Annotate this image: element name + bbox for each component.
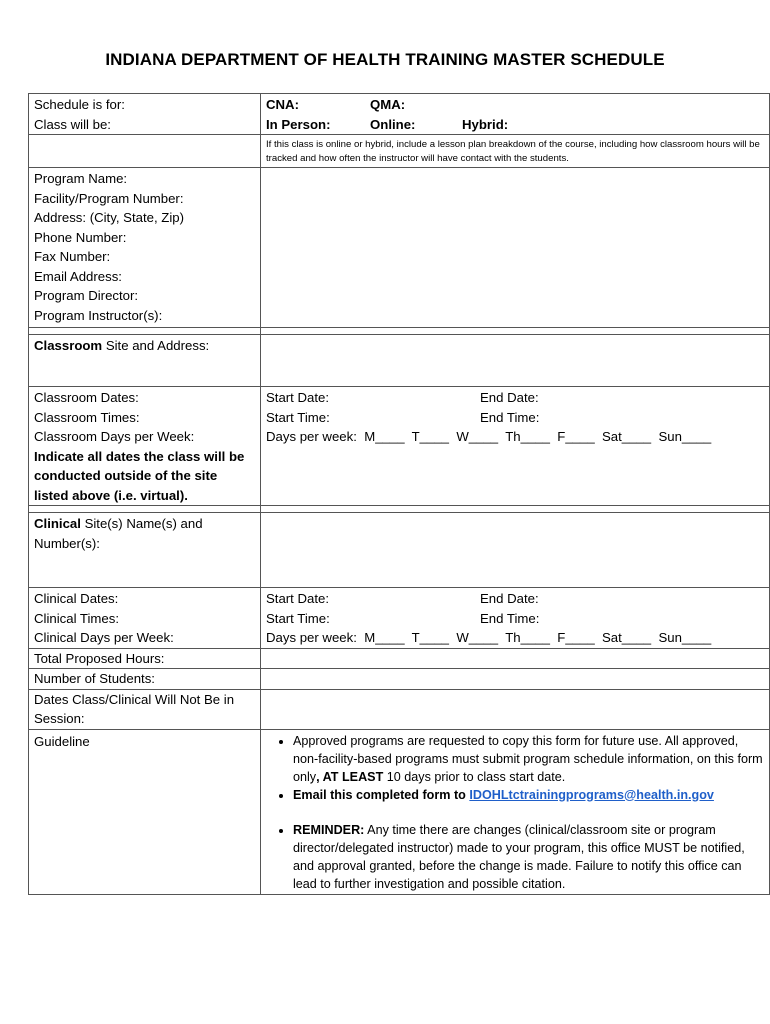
email-link[interactable]: IDOHLtctrainingprograms@health.in.gov xyxy=(469,787,714,802)
director-label: Program Director: xyxy=(34,288,139,303)
spacer-cell xyxy=(261,506,770,513)
clinical-site-input[interactable] xyxy=(261,513,770,588)
clinical-schedule-labels xyxy=(29,588,261,649)
reminder-label: REMINDER: xyxy=(293,822,365,837)
clinical-end-time[interactable]: End Time: xyxy=(480,610,540,626)
guideline-item xyxy=(293,821,764,893)
classroom-schedule-labels xyxy=(29,387,261,506)
classroom-days-label: Classroom Days per Week: xyxy=(34,429,195,444)
qma-field[interactable]: QMA: xyxy=(370,97,406,112)
guideline-text: 10 days prior to class start date. xyxy=(383,769,566,784)
guideline-item xyxy=(293,732,764,786)
classroom-start-date[interactable]: Start Date: xyxy=(266,390,330,405)
guideline-list xyxy=(266,732,764,893)
clinical-schedule-fields xyxy=(261,588,770,649)
email-instruction: Email this completed form to xyxy=(293,787,470,802)
clinical-site-rest: Site(s) Name(s) and Number(s): xyxy=(34,516,203,551)
page-title: INDIANA DEPARTMENT OF HEALTH TRAINING MASTER SCHEDULE xyxy=(105,50,665,69)
clinical-site-label xyxy=(29,513,261,588)
classroom-start-time[interactable]: Start Time: xyxy=(266,409,330,425)
reminder-text: Any time there are changes (clinical/classroom site or program director/delegated instructor) made to your program, this office MUST be notified, and approval granted, before the change is made. Failure to notify this office can lead to further investigation and possible citation. xyxy=(293,822,745,891)
students-input[interactable] xyxy=(261,669,770,690)
clinical-days-per-week[interactable]: Days per week: M____ T____ W____ Th____ F____ Sat____ Sun____ xyxy=(266,630,712,645)
classroom-schedule-fields xyxy=(261,387,770,506)
guideline-text: Approved programs are requested to copy this form for future use. All approved, non-facility-based programs must submit program schedule information, on this form only xyxy=(293,733,763,784)
cna-field[interactable]: CNA: xyxy=(266,97,299,112)
program-info-input[interactable] xyxy=(261,168,770,328)
guideline-cell xyxy=(261,729,770,894)
online-hybrid-note: If this class is online or hybrid, include a lesson plan breakdown of the course, including how classroom hours will be tracked and how often the instructor will have contact with the students. xyxy=(261,135,770,168)
schedule-for-label: Schedule is for: xyxy=(34,97,125,112)
note-label-cell xyxy=(29,135,261,168)
not-in-session-label: Dates Class/Clinical Will Not Be in Session: xyxy=(29,689,261,729)
clinical-end-date[interactable]: End Date: xyxy=(480,591,539,606)
schedule-form-table xyxy=(28,93,770,895)
students-label: Number of Students: xyxy=(29,669,261,690)
clinical-start-date[interactable]: Start Date: xyxy=(266,591,330,606)
indicate-dates-label: Indicate all dates the class will be conducted outside of the site listed above (i.e. virtual). xyxy=(34,448,245,503)
in-person-field[interactable]: In Person: xyxy=(266,116,331,132)
classroom-days-per-week[interactable]: Days per week: M____ T____ W____ Th____ F____ Sat____ Sun____ xyxy=(266,429,712,444)
program-name-label: Program Name: xyxy=(34,171,128,186)
not-in-session-input[interactable] xyxy=(261,689,770,729)
clinical-times-label: Clinical Times: xyxy=(34,610,120,626)
classroom-times-label: Classroom Times: xyxy=(34,409,140,425)
clinical-days-label: Clinical Days per Week: xyxy=(34,630,174,645)
spacer-cell xyxy=(29,506,261,513)
classroom-dates-label: Classroom Dates: xyxy=(34,390,139,405)
classroom-end-date[interactable]: End Date: xyxy=(480,390,539,405)
spacer-cell xyxy=(261,328,770,335)
clinical-start-time[interactable]: Start Time: xyxy=(266,610,330,626)
classroom-site-bold: Classroom xyxy=(34,338,103,353)
program-labels-cell xyxy=(29,168,261,328)
clinical-site-bold: Clinical xyxy=(34,516,81,531)
total-hours-label: Total Proposed Hours: xyxy=(29,648,261,669)
hybrid-field[interactable]: Hybrid: xyxy=(462,116,509,132)
classroom-end-time[interactable]: End Time: xyxy=(480,409,540,425)
instructor-label: Program Instructor(s): xyxy=(34,307,163,323)
facility-number-label: Facility/Program Number: xyxy=(34,190,184,206)
classroom-site-label xyxy=(29,335,261,387)
online-field[interactable]: Online: xyxy=(370,116,416,132)
classroom-site-rest: Site and Address: xyxy=(102,338,210,353)
classroom-site-input[interactable] xyxy=(261,335,770,387)
guideline-label: Guideline xyxy=(29,729,261,894)
class-will-be-label: Class will be: xyxy=(34,116,111,132)
clinical-dates-label: Clinical Dates: xyxy=(34,591,119,606)
email-label: Email Address: xyxy=(34,268,122,284)
schedule-options-cell xyxy=(261,94,770,135)
address-label: Address: (City, State, Zip) xyxy=(34,210,184,225)
spacer-cell xyxy=(29,328,261,335)
fax-label: Fax Number: xyxy=(34,249,111,264)
total-hours-input[interactable] xyxy=(261,648,770,669)
guideline-item xyxy=(293,786,764,804)
guideline-bold: , AT LEAST xyxy=(316,769,384,784)
schedule-labels-cell xyxy=(29,94,261,135)
phone-label: Phone Number: xyxy=(34,229,127,245)
